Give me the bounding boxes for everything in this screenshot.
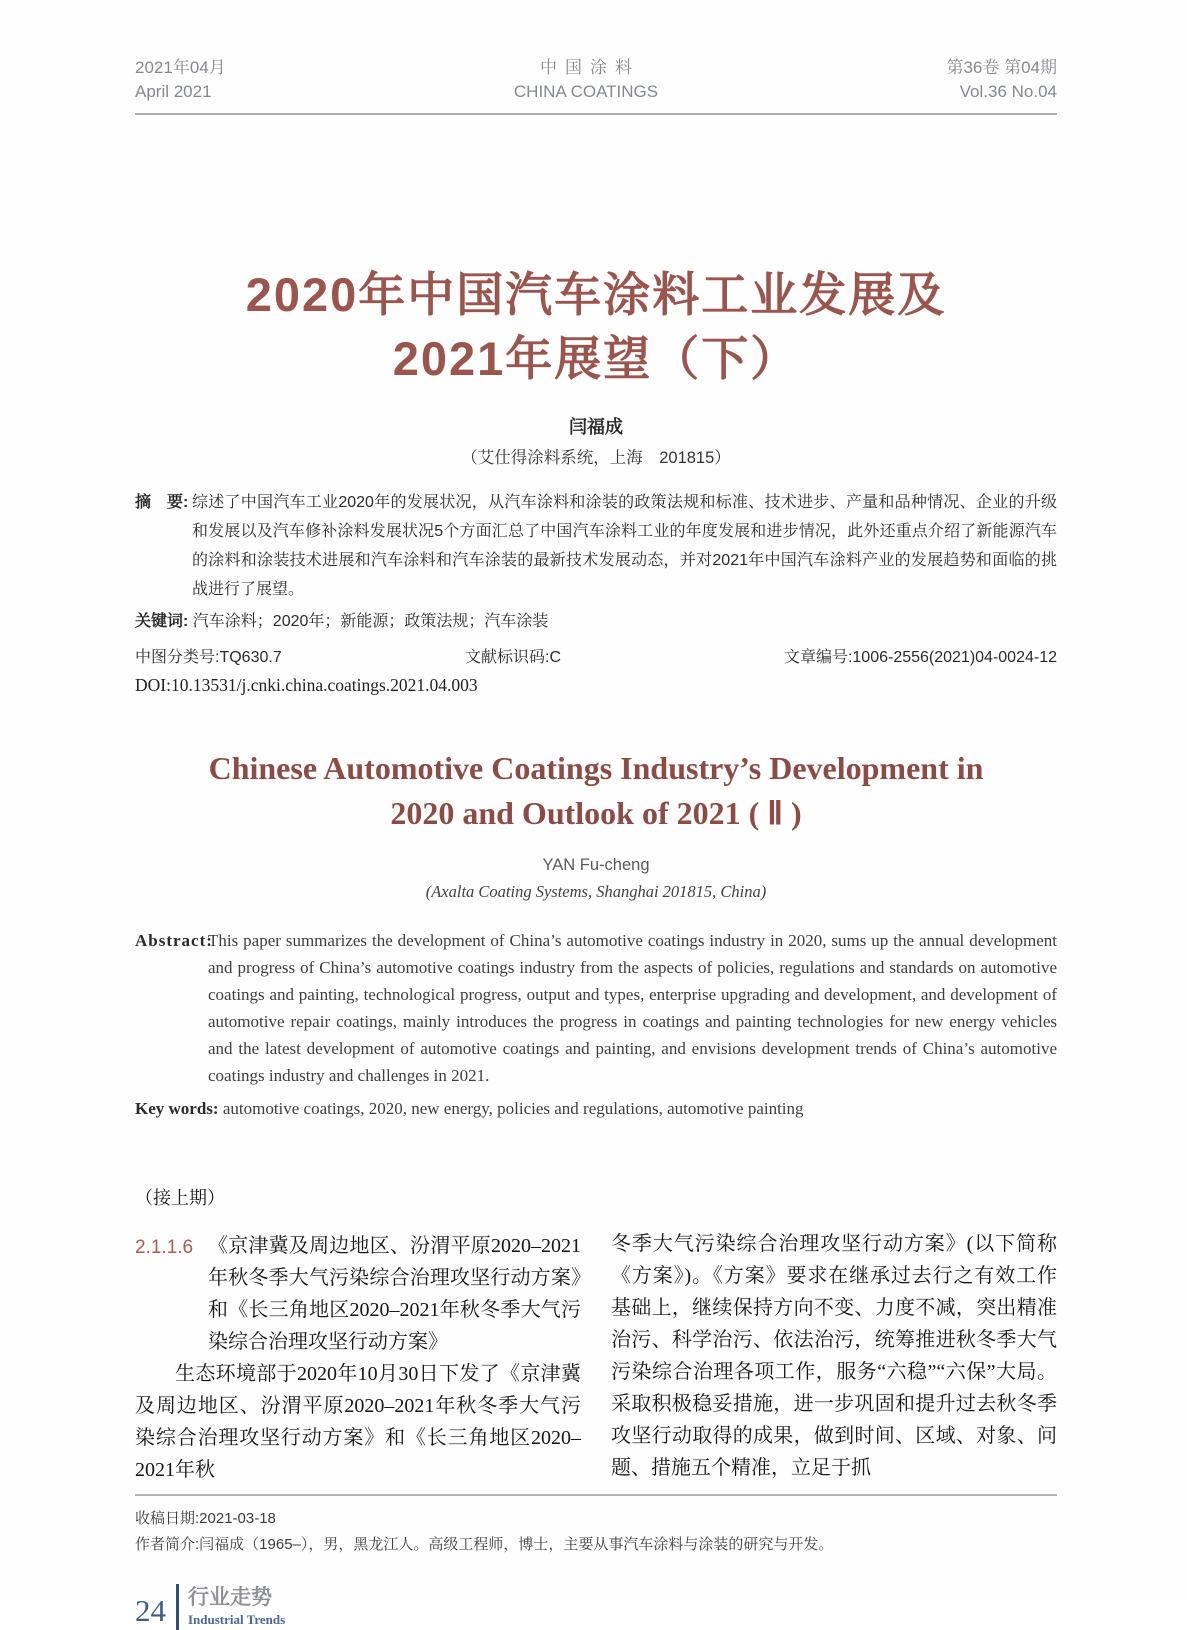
section-title: 《京津冀及周边地区、汾渭平原2020–2021年秋冬季大气污染综合治理攻坚行动方案》和《长三角地区2020–2021年秋冬季大气污染综合治理攻坚行动方案》 (208, 1235, 581, 1353)
keywords-en (135, 1096, 1057, 1122)
keywords-text-en: automotive coatings, 2020, new energy, policies and regulations, automotive painting (222, 1099, 804, 1118)
abstract-label-cn: 摘 要: (135, 494, 189, 511)
page-number: 24 (135, 1593, 166, 1628)
received-date-label: 收稿日期: (135, 1510, 200, 1527)
header-date-en: April 2021 (135, 82, 212, 101)
header-journal-name (335, 56, 837, 104)
abstract-cn (135, 488, 1057, 604)
article-title-en-line2: 2020 and Outlook of 2021 ( Ⅱ ) (390, 795, 802, 831)
article-title-cn (135, 263, 1057, 391)
keywords-label-cn: 关键词: (135, 613, 189, 630)
doc-code-value: C (549, 649, 562, 666)
page-footer (135, 1584, 1057, 1630)
article-body (135, 1182, 1057, 1486)
section-number: 2.1.1.6 (135, 1237, 194, 1258)
section-heading (135, 1230, 581, 1358)
header-volume-issue (837, 56, 1057, 104)
author-bio-value: 闫福成（1965–），男，黑龙江人。高级工程师，博士，主要从事汽车涂料与涂装的研究与开发。 (199, 1536, 834, 1553)
footer-column-cn: 行业走势 (188, 1586, 272, 1609)
header-issue-cn: 第36卷 第04期 (946, 58, 1057, 77)
author-bio-line (135, 1532, 1057, 1558)
body-column-left (135, 1182, 581, 1486)
journal-running-head (135, 0, 1057, 115)
author-affiliation-cn: （艾仕得涂料系统，上海 201815） (461, 449, 731, 467)
footer-divider-bar (176, 1584, 179, 1630)
article-no-label: 文章编号: (783, 649, 853, 666)
article-number (775, 644, 1057, 667)
keywords-cn (135, 609, 1057, 635)
abstract-label-en: Abstract: (135, 931, 213, 950)
clc-label: 中图分类号: (135, 649, 220, 666)
journal-name-cn: 中国涂料 (540, 58, 640, 77)
header-date-cn: 2021年04月 (135, 58, 226, 77)
doc-code-label: 文献标识码: (465, 649, 550, 666)
author-bio-label: 作者简介: (135, 1536, 200, 1553)
footer-column-name (188, 1585, 285, 1629)
article-title-en-line1: Chinese Automotive Coatings Industry’s Development in (208, 750, 984, 786)
abstract-text-en: This paper summarizes the development of China’s automotive coatings industry in 2020, sums up the annual development and progress of China’s automotive coatings industry from the aspects of policies, regulations and standards on automotive coatings and painting, technological progress, output and types, enterprise upgrading and development, and development of automotive repair coatings, mainly introduces the progress in coatings and painting technologies for new energy vehicles and the latest development of automotive coatings and painting, and envisions development trends of China’s automotive coatings industry and challenges in 2021. (208, 931, 1057, 1085)
received-date-line (135, 1506, 1057, 1532)
doi-line: DOI:10.13531/j.cnki.china.coatings.2021.04.003 (135, 675, 478, 695)
header-issue-en: Vol.36 No.04 (959, 82, 1057, 101)
journal-name-en: CHINA COATINGS (513, 82, 659, 101)
body-paragraph-left: 生态环境部于2020年10月30日下发了《京津冀及周边地区、汾渭平原2020–2021年秋冬季大气污染综合治理攻坚行动方案》和《长三角地区2020–2021年秋 (135, 1363, 581, 1481)
footnote-block (135, 1494, 1057, 1558)
clc-value: TQ630.7 (219, 649, 282, 666)
author-affiliation-en: (Axalta Coating Systems, Shanghai 201815, China) (425, 882, 767, 901)
article-no-value: 1006-2556(2021)04-0024-12 (852, 649, 1057, 666)
body-column-right (611, 1182, 1057, 1486)
abstract-text-cn: 综述了中国汽车工业2020年的发展状况，从汽车涂料和涂装的政策法规和标准、技术进步、产量和品种情况、企业的升级和发展以及汽车修补涂料发展状况5个方面汇总了中国汽车涂料工业的年度发展和进步情况，此外还重点介绍了新能源汽车的涂料和涂装技术进展和汽车涂料和汽车涂装的最新技术发展动态，并对2021年中国汽车涂料产业的发展趋势和面临的挑战进行了展望。 (192, 494, 1057, 598)
article-title-cn-line1: 2020年中国汽车涂料工业发展及 (245, 268, 947, 321)
article-meta-row (135, 644, 1057, 667)
continuation-note: （接上期） (135, 1188, 225, 1208)
clc-number (135, 644, 465, 667)
article-title-en (135, 746, 1057, 836)
header-issue-date (135, 56, 335, 104)
body-paragraph-right: 冬季大气污染综合治理攻坚行动方案》(以下简称《方案》)。《方案》要求在继承过去行之有效工作基础上，继续保持方向不变、力度不减，突出精准治污、科学治污、依法治污，统筹推进秋冬季大气污染综合治理各项工作，服务“六稳”“六保”大局。采取积极稳妥措施，进一步巩固和提升过去秋冬季攻坚行动取得的成果，做到时间、区域、对象、问题、措施五个精准，立足于抓 (611, 1233, 1057, 1479)
footer-column-en: Industrial Trends (188, 1612, 286, 1627)
received-date-value: 2021-03-18 (199, 1510, 276, 1527)
document-code (465, 644, 775, 667)
keywords-text-cn: 汽车涂料；2020年；新能源；政策法规；汽车涂装 (192, 613, 549, 630)
keywords-label-en: Key words: (135, 1099, 219, 1118)
page-content (135, 0, 1057, 1630)
article-title-cn-line2: 2021年展望（下） (392, 332, 800, 385)
author-name-en: YAN Fu-cheng (542, 856, 650, 874)
author-name-cn: 闫福成 (569, 417, 623, 437)
abstract-en (135, 927, 1057, 1089)
